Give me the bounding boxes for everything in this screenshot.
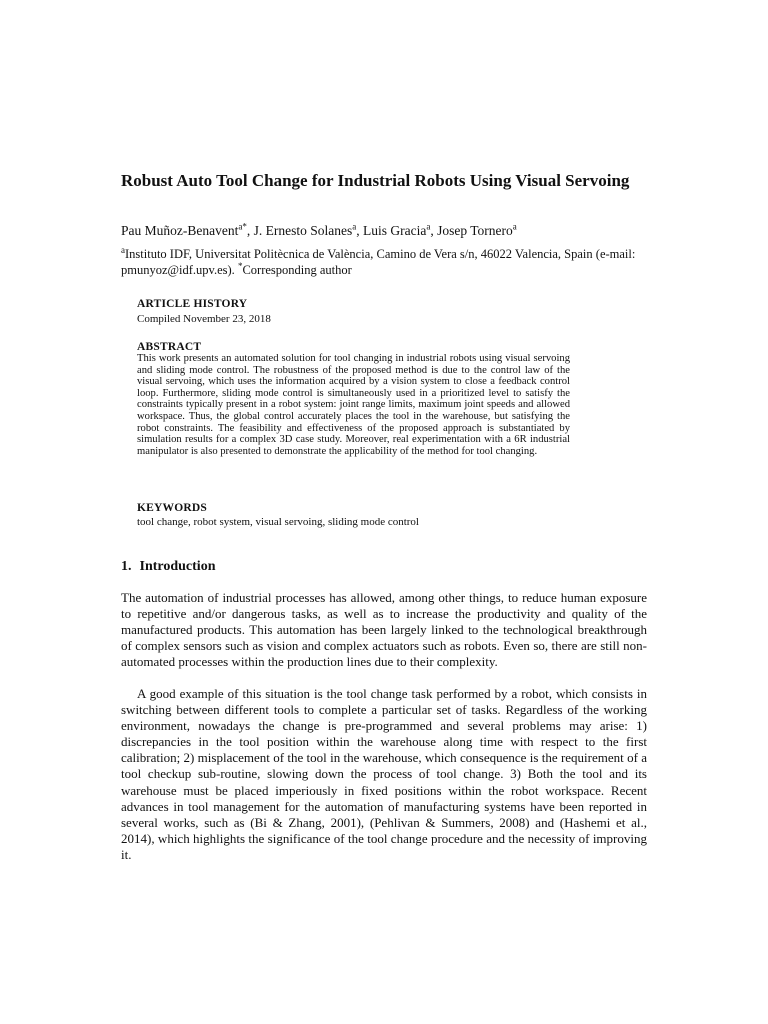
affiliation-mark: a (238, 221, 243, 232)
author-name: Pau Muñoz-Benavent (121, 223, 239, 238)
author-separator: , (246, 223, 254, 238)
affiliation (121, 246, 636, 278)
author-separator: , (356, 223, 363, 238)
affiliation-mark: a (121, 244, 125, 255)
paper-title: Robust Auto Tool Change for Industrial Robots Using Visual Servoing (121, 171, 630, 190)
corresponding-mark: * (237, 260, 243, 271)
affiliation-mark: a (512, 221, 517, 232)
article-history-heading: ARTICLE HISTORY (137, 298, 248, 310)
section-heading (121, 558, 215, 576)
abstract-heading: ABSTRACT (137, 341, 202, 353)
section-title: Introduction (139, 559, 216, 574)
section-number: 1. (121, 559, 132, 574)
affiliation-text: Instituto IDF, Universitat Politècnica de València, Camino de Vera s/n, 46022 Valencia, Spain (e-mail: pmunyoz@idf.upv.es). (121, 247, 636, 277)
keywords-heading: KEYWORDS (137, 502, 207, 514)
corresponding-note: Corresponding author (242, 263, 352, 277)
abstract-body: This work presents an automated solution for tool changing in industrial robots using visual servoing and sliding mode control. The robustness of the proposed method is due to the control law of the visual servoing, which uses the information acquired by a vision system to close a feedback control loop. Furthermore, sliding mode control is simultaneously used in a prioritized level to satisfy the constraints typically present in a robot system: joint range limits, maximum joint speeds and allowed workspace. Thus, the global control accurately places the tool in the warehouse, but satisfying the robot constraints. The feasibility and effectiveness of the proposed approach is substantiated by simulation results for a complex 3D case study. Moreover, real experimentation with a 6R industrial manipulator is also presented to demonstrate the applicability of the method for tool changing. (137, 353, 570, 457)
affiliation-mark: a (426, 221, 431, 232)
author-name: Luis Gracia (362, 223, 427, 238)
author-separator: , (430, 223, 438, 238)
keywords-list: tool change, robot system, visual servoing, sliding mode control (137, 516, 419, 528)
body-paragraph: The automation of industrial processes has allowed, among other things, to reduce human exposure to repetitive and/or dangerous tasks, as well as to increase the productivity and quality of the manufactured products. This automation has been largely linked to the technological breakthrough of complex sensors such as vision and complex actuators such as robots. Even so, there are still non-automated processes within the production lines due to their complexity. (121, 590, 647, 670)
author-name: J. Ernesto Solanes (253, 223, 353, 238)
corresponding-mark: * (242, 221, 247, 232)
author-list (121, 222, 661, 240)
author-name: Josep Tornero (437, 223, 513, 238)
affiliation-mark: a (352, 221, 357, 232)
article-history-date: Compiled November 23, 2018 (137, 313, 271, 325)
body-paragraph: A good example of this situation is the tool change task performed by a robot, which consists in switching between different tools to complete a particular set of tasks. Regardless of the working environment, nowadays the change is pre-programmed and several problems may arise: 1) discrepancies in the tool position within the warehouse along time with respect to the first calibration; 2) misplacement of the tool in the warehouse, which consequence is the requirement of a tool checkup sub-routine, slowing down the process of tool change. 3) Both the tool and its warehouse must be placed imperiously in fixed positions within the robot workspace. Recent advances in tool management for the automation of manufacturing systems have been reported in several works, such as (Bi & Zhang, 2001), (Pehlivan & Summers, 2008) and (Hashemi et al., 2014), which highlights the significance of the tool change procedure and the necessity of improving it. (121, 686, 647, 862)
